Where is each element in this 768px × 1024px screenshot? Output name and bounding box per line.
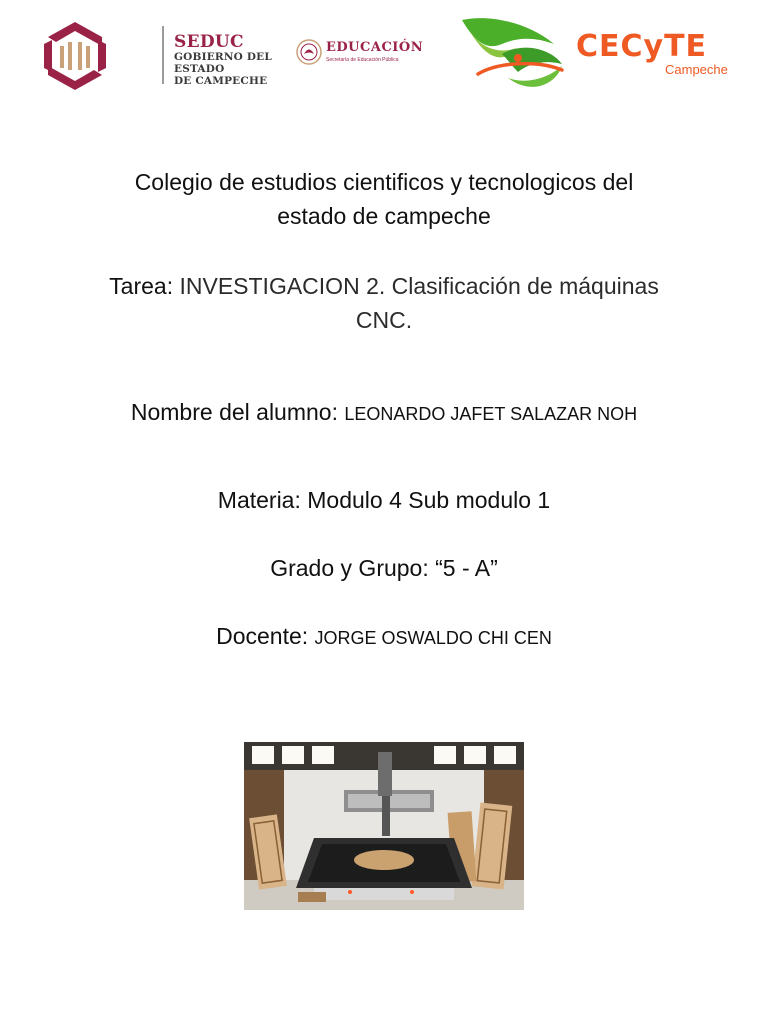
teacher-label: Docente: xyxy=(216,623,315,649)
school-line-2: estado de campeche xyxy=(277,203,491,229)
student-line xyxy=(60,395,708,431)
educacion-subtitle: Secretaría de Educación Pública xyxy=(326,57,399,63)
subject-label: Materia: xyxy=(217,487,308,513)
teacher-name: JORGE OSWALDO CHI CEN xyxy=(314,628,552,648)
school-name xyxy=(60,165,708,233)
national-seal-icon xyxy=(296,39,322,65)
task-block xyxy=(60,269,708,337)
student-name: LEONARDO JAFET SALAZAR NOH xyxy=(344,404,638,424)
student-label: Nombre del alumno: xyxy=(130,399,345,425)
educacion-title: EDUCACIÓN xyxy=(326,40,424,55)
group-value: “5 - A” xyxy=(435,555,498,581)
seduc-subtitle-line2: DE CAMPECHE xyxy=(174,75,268,87)
subject-line xyxy=(60,483,708,517)
header-logos xyxy=(0,0,768,110)
seduc-title: SEDUC xyxy=(174,32,244,52)
cnc-machine-image xyxy=(244,742,524,910)
task-label: Tarea: xyxy=(109,273,180,299)
cecyte-logo xyxy=(458,14,748,98)
group-label: Grado y Grupo: xyxy=(270,555,436,581)
seduc-logo xyxy=(42,20,282,92)
task-title: INVESTIGACION 2. Clasificación de máquinas xyxy=(179,273,659,299)
educacion-logo xyxy=(296,38,426,68)
logo-divider xyxy=(162,26,164,84)
subject-value: Modulo 4 Sub modulo 1 xyxy=(307,487,551,513)
teacher-line xyxy=(60,619,708,655)
school-line-1: Colegio de estudios cientificos y tecnologicos del xyxy=(134,169,634,195)
group-line xyxy=(60,551,708,585)
cecyte-subtitle: Campeche xyxy=(665,62,728,77)
cecyte-emblem-icon xyxy=(458,14,570,98)
task-line-2: CNC. xyxy=(355,307,413,333)
task-line-1 xyxy=(60,269,708,303)
seduc-subtitle-line1: GOBIERNO DEL ESTADO xyxy=(174,51,272,75)
cecyte-title: CECyTE xyxy=(576,29,708,64)
seduc-emblem-icon xyxy=(42,20,108,92)
cover-content xyxy=(60,165,708,655)
